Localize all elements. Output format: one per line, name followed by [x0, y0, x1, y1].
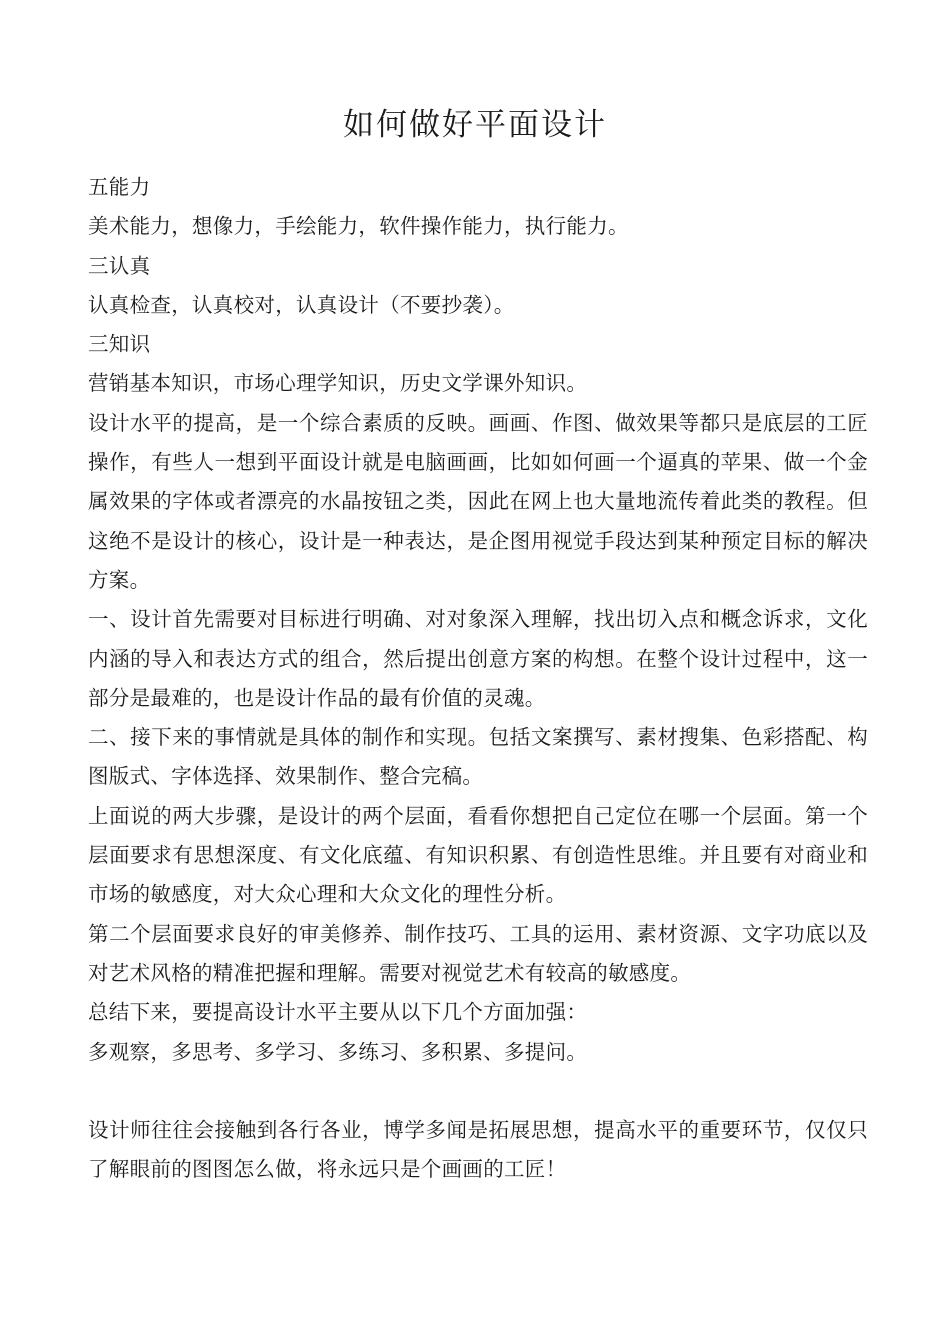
- paragraph-diligence-list: 认真检查，认真校对，认真设计（不要抄袭）。: [88, 292, 515, 317]
- heading-three-diligence: 三认真: [88, 253, 151, 278]
- document-title: 如何做好平面设计: [343, 107, 607, 143]
- heading-three-knowledge: 三知识: [88, 332, 151, 357]
- paragraph-summary: 总结下来，要提高设计水平主要从以下几个方面加强：: [88, 1000, 588, 1025]
- paragraph-conclusion: 设计师往往会接触到各行各业，博学多闻是拓展思想，提高水平的重要环节，仅仅只了解眼前的图图怎么做，将永远只是个画画的工匠！: [88, 1118, 868, 1182]
- paragraph-abilities-list: 美术能力，想像力，手绘能力，软件操作能力，执行能力。: [88, 214, 629, 239]
- paragraph-step-one: 一、设计首先需要对目标进行明确、对对象深入理解，找出切入点和概念诉求，文化内涵的导入和表达方式的组合，然后提出创意方案的构想。在整个设计过程中，这一部分是最难的，也是设计作品的最有价值的灵魂。: [88, 607, 868, 710]
- paragraph-design-level: 设计水平的提高，是一个综合素质的反映。画画、作图、做效果等都只是底层的工匠操作，有些人一想到平面设计就是电脑画画，比如如何画一个逼真的苹果、做一个金属效果的字体或者漂亮的水晶按钮之类，因此在网上也大量地流传着此类的教程。但这绝不是设计的核心，设计是一种表达，是企图用视觉手段达到某种预定目标的解决方案。: [88, 410, 868, 592]
- heading-five-abilities: 五能力: [88, 175, 151, 199]
- document-body: [88, 168, 868, 1190]
- paragraph-more-list: 多观察，多思考、多学习、多练习、多积累、多提问。: [88, 1039, 588, 1064]
- paragraph-knowledge-list: 营销基本知识，市场心理学知识，历史文学课外知识。: [88, 371, 588, 396]
- paragraph-second-level: 第二个层面要求良好的审美修养、制作技巧、工具的运用、素材资源、文字功底以及对艺术风格的精准把握和理解。需要对视觉艺术有较高的敏感度。: [88, 921, 868, 985]
- blank-line: [88, 1072, 868, 1111]
- paragraph-step-two: 二、接下来的事情就是具体的制作和实现。包括文案撰写、素材搜集、色彩搭配、构图版式、字体选择、效果制作、整合完稿。: [88, 725, 868, 789]
- paragraph-two-levels: 上面说的两大步骤，是设计的两个层面，看看你想把自己定位在哪一个层面。第一个层面要求有思想深度、有文化底蕴、有知识积累、有创造性思维。并且要有对商业和市场的敏感度，对大众心理和大众文化的理性分析。: [88, 803, 868, 907]
